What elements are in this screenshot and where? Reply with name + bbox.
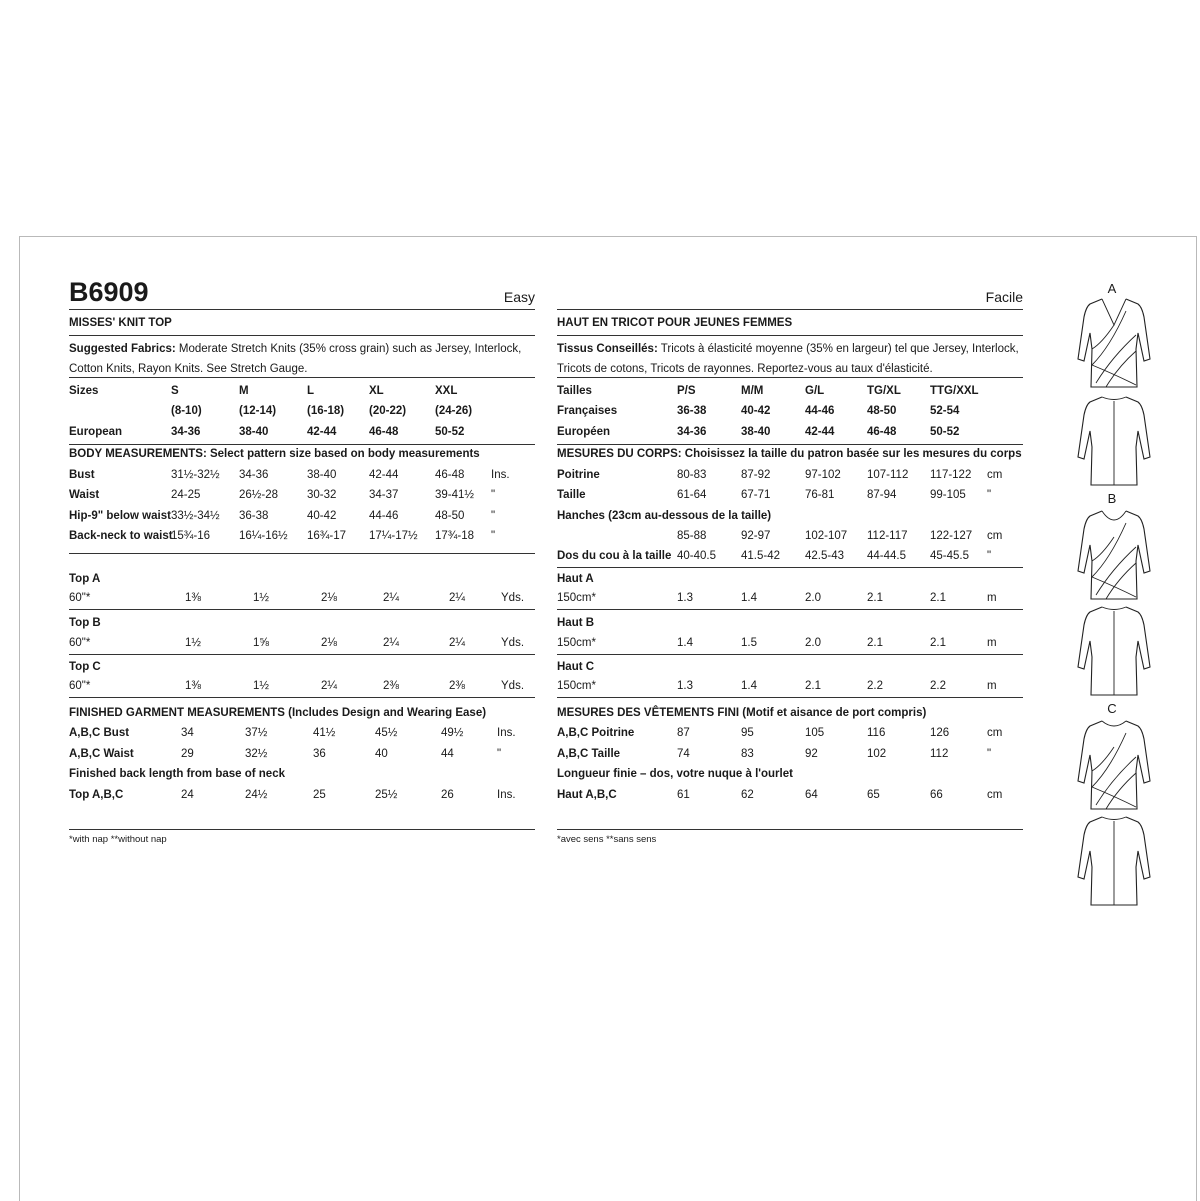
finished-row-value: 32½: [245, 748, 268, 760]
yardage-unit: Yds.: [501, 637, 525, 649]
body-row-value: 44-44.5: [867, 550, 907, 562]
yardage-value: 1⅝: [253, 637, 269, 649]
finished-row-value: 92: [805, 748, 818, 760]
finished-length-heading: Longueur finie – dos, votre nuque à l'ourlet: [557, 768, 793, 780]
body-row-unit: ": [491, 530, 496, 542]
european-size: 42-44: [307, 426, 337, 438]
pattern-number: B6909: [69, 277, 149, 307]
finished-measurements-heading: FINISHED GARMENT MEASUREMENTS (Includes Design and Wearing Ease): [69, 707, 487, 719]
yardage-view-label: Haut C: [557, 661, 595, 673]
fabric-width: 150cm*: [557, 592, 596, 604]
yardage-unit: m: [987, 680, 997, 692]
fabric-width: 60"*: [69, 637, 91, 649]
body-row-value: 39-41½: [435, 489, 475, 501]
hanches-label: Hanches (23cm au-dessous de la taille): [557, 510, 772, 522]
body-row-value: 87-92: [741, 469, 771, 481]
divider: [69, 609, 535, 610]
yardage-value: 1.4: [741, 680, 757, 692]
size-header: S: [171, 385, 179, 397]
finished-row-value: 105: [805, 727, 825, 739]
finished-row-value: 83: [741, 748, 754, 760]
size-header: XL: [369, 385, 384, 397]
europeen-size: 46-48: [867, 426, 897, 438]
divider: [557, 697, 1023, 698]
body-row-value: 61-64: [677, 489, 707, 501]
round-neck-wrap-front-icon: [1076, 717, 1152, 813]
yardage-value: 1½: [253, 680, 269, 692]
body-row-label: Back-neck to waist: [69, 530, 173, 542]
body-row-value: 34-36: [239, 469, 269, 481]
yardage-value: 2.1: [930, 637, 946, 649]
finished-row-value: 34: [181, 727, 194, 739]
garment-title: MISSES' KNIT TOP: [69, 317, 172, 329]
length-row-value: 25: [313, 789, 326, 801]
divider: [557, 377, 1023, 378]
body-row-value: 36-38: [239, 510, 269, 522]
finished-row-value: 29: [181, 748, 194, 760]
european-size: 34-36: [171, 426, 201, 438]
finished-row-value: 112: [930, 748, 949, 760]
yardage-view-label: Haut A: [557, 573, 594, 585]
body-row-value: 85-88: [677, 530, 707, 542]
divider: [69, 309, 535, 310]
fabric-width: 60"*: [69, 680, 91, 692]
size-range: (16-18): [307, 405, 345, 417]
fabrics-label: Suggested Fabrics:: [69, 343, 176, 355]
size-header: G/L: [805, 385, 825, 397]
francaise-size: 36-38: [677, 405, 707, 417]
scoop-neck-wrap-front-icon: [1076, 507, 1152, 603]
body-row-label: Bust: [69, 469, 95, 481]
body-row-label: Taille: [557, 489, 586, 501]
garment-title: HAUT EN TRICOT POUR JEUNES FEMMES: [557, 317, 793, 329]
length-row-value: 62: [741, 789, 754, 801]
yardage-value: 2.1: [867, 637, 883, 649]
yardage-value: 1.3: [677, 592, 693, 604]
body-row-value: 42.5-43: [805, 550, 845, 562]
body-row-value: 102-107: [805, 530, 848, 542]
footnote: *with nap **without nap: [69, 834, 167, 845]
divider: [557, 654, 1023, 655]
yardage-value: 2⅛: [321, 592, 337, 604]
yardage-unit: m: [987, 637, 997, 649]
divider: [69, 377, 535, 378]
pattern-envelope-back: [19, 236, 1197, 1201]
finished-row-value: 49½: [441, 727, 464, 739]
body-row-value: 92-97: [741, 530, 771, 542]
back-view-icon: [1076, 813, 1152, 909]
body-row-label: Waist: [69, 489, 100, 501]
finished-row-value: 74: [677, 748, 690, 760]
finished-row-value: 116: [867, 727, 886, 739]
body-row-value: 42-44: [369, 469, 399, 481]
body-row-value: 17¼-17½: [369, 530, 418, 542]
body-row-value: 46-48: [435, 469, 465, 481]
finished-row-label: A,B,C Bust: [69, 727, 130, 739]
body-row-value: 33½-34½: [171, 510, 220, 522]
body-row-value: 76-81: [805, 489, 835, 501]
european-size: 50-52: [435, 426, 465, 438]
europeen-label: Européen: [557, 426, 611, 438]
body-row-value: 87-94: [867, 489, 897, 501]
yardage-value: 1.5: [741, 637, 757, 649]
finished-row-unit: ": [497, 748, 502, 760]
europeen-size: 38-40: [741, 426, 771, 438]
divider: [69, 553, 535, 554]
body-row-value: 26½-28: [239, 489, 279, 501]
finished-row-value: 102: [867, 748, 887, 760]
yardage-value: 1½: [253, 592, 269, 604]
fabric-width: 60"*: [69, 592, 91, 604]
sizes-label: Sizes: [69, 385, 99, 397]
divider: [557, 335, 1023, 336]
divider: [69, 697, 535, 698]
body-row-value: 45-45.5: [930, 550, 970, 562]
body-row-value: 30-32: [307, 489, 337, 501]
yardage-value: 1.4: [677, 637, 693, 649]
size-header: XXL: [435, 385, 458, 397]
yardage-value: 2¼: [383, 637, 399, 649]
yardage-unit: Yds.: [501, 680, 525, 692]
size-header: L: [307, 385, 315, 397]
body-row-value: 80-83: [677, 469, 707, 481]
length-row-unit: Ins.: [497, 789, 516, 801]
finished-row-value: 37½: [245, 727, 268, 739]
yardage-unit: m: [987, 592, 997, 604]
europeen-size: 50-52: [930, 426, 960, 438]
europeen-size: 42-44: [805, 426, 835, 438]
francaises-label: Françaises: [557, 405, 618, 417]
size-range: (12-14): [239, 405, 277, 417]
body-row-value: 99-105: [930, 489, 966, 501]
fabric-width: 150cm*: [557, 637, 596, 649]
view-letter: A: [1107, 281, 1117, 296]
fabrics-text: Moderate Stretch Knits (35% cross grain) such as Jersey, Interlock, Cotton Knits, Rayon Knits. See Stretch Gauge.: [69, 343, 522, 375]
fabric-width: 150cm*: [557, 680, 596, 692]
yardage-value: 1½: [185, 637, 201, 649]
yardage-view-label: Top A: [69, 573, 101, 585]
yardage-value: 2.1: [930, 592, 946, 604]
divider: [557, 829, 1023, 830]
divider: [69, 654, 535, 655]
finished-row-label: A,B,C Poitrine: [557, 727, 635, 739]
body-row-unit: cm: [987, 469, 1003, 481]
francaise-size: 52-54: [930, 405, 960, 417]
length-row-value: 61: [677, 789, 690, 801]
body-row-value: 38-40: [307, 469, 337, 481]
length-row-value: 65: [867, 789, 880, 801]
divider: [557, 609, 1023, 610]
size-range: (8-10): [171, 405, 202, 417]
view-letter: C: [1107, 701, 1117, 716]
finished-row-unit: ": [987, 748, 992, 760]
yardage-value: 2⅜: [449, 680, 465, 692]
body-measurements-heading: BODY MEASUREMENTS: Select pattern size based on body measurements: [69, 448, 480, 460]
suggested-fabrics: [557, 339, 1023, 379]
body-row-value: 40-40.5: [677, 550, 717, 562]
body-row-value: 112-117: [867, 530, 908, 542]
body-row-value: 15¾-16: [171, 530, 211, 542]
yardage-value: 1⅜: [185, 680, 201, 692]
back-view-icon: [1076, 603, 1152, 699]
body-row-value: 16¾-17: [307, 530, 347, 542]
finished-length-heading: Finished back length from base of neck: [69, 768, 285, 780]
body-row-value: 44-46: [369, 510, 399, 522]
back-view-icon: [1076, 393, 1152, 489]
body-row-value: 107-112: [867, 469, 909, 481]
finished-measurements-heading: MESURES DES VÊTEMENTS FINI (Motif et aisance de port compris): [557, 707, 927, 719]
divider: [69, 444, 535, 445]
length-row-value: 25½: [375, 789, 398, 801]
yardage-value: 2¼: [449, 592, 465, 604]
yardage-value: 2.0: [805, 592, 821, 604]
francaise-size: 40-42: [741, 405, 771, 417]
body-row-label: Dos du cou à la taille: [557, 550, 672, 562]
length-row-value: 24½: [245, 789, 268, 801]
view-letter: B: [1107, 491, 1117, 506]
body-row-value: 40-42: [307, 510, 337, 522]
length-row-label: Top A,B,C: [69, 789, 124, 801]
sizes-label: Tailles: [557, 385, 592, 397]
yardage-view-label: Top C: [69, 661, 101, 673]
body-row-value: 117-122: [930, 469, 972, 481]
yardage-value: 2.0: [805, 637, 821, 649]
european-size: 46-48: [369, 426, 399, 438]
body-row-unit: ": [491, 510, 496, 522]
divider: [69, 829, 535, 830]
difficulty-label: Facile: [985, 289, 1023, 305]
length-row-label: Haut A,B,C: [557, 789, 617, 801]
length-row-value: 24: [181, 789, 194, 801]
yardage-value: 1.3: [677, 680, 693, 692]
body-row-value: 41.5-42: [741, 550, 781, 562]
size-range: (20-22): [369, 405, 407, 417]
body-row-unit: ": [987, 489, 992, 501]
finished-row-value: 44: [441, 748, 454, 760]
size-header: TTG/XXL: [930, 385, 979, 397]
footnote: *avec sens **sans sens: [557, 834, 657, 845]
body-row-value: 67-71: [741, 489, 771, 501]
european-size: 38-40: [239, 426, 269, 438]
body-row-value: 31½-32½: [171, 469, 220, 481]
body-row-unit: Ins.: [491, 469, 510, 481]
difficulty-label: Easy: [503, 289, 535, 305]
yardage-value: 1.4: [741, 592, 757, 604]
yardage-value: 2⅛: [321, 637, 337, 649]
yardage-unit: Yds.: [501, 592, 525, 604]
length-row-value: 26: [441, 789, 454, 801]
divider: [557, 309, 1023, 310]
finished-row-unit: Ins.: [497, 727, 516, 739]
size-header: P/S: [677, 385, 696, 397]
body-measurements-heading: MESURES DU CORPS: Choisissez la taille du patron basée sur les mesures du corps: [557, 448, 1022, 460]
length-row-value: 64: [805, 789, 818, 801]
yardage-value: 2⅜: [383, 680, 399, 692]
body-row-value: 48-50: [435, 510, 465, 522]
size-header: M/M: [741, 385, 764, 397]
finished-row-value: 95: [741, 727, 754, 739]
european-label: European: [69, 426, 123, 438]
body-row-value: 24-25: [171, 489, 201, 501]
suggested-fabrics: [69, 339, 535, 379]
body-row-value: 122-127: [930, 530, 973, 542]
yardage-value: 2.1: [805, 680, 821, 692]
yardage-value: 2¼: [383, 592, 399, 604]
divider: [69, 335, 535, 336]
yardage-value: 2.2: [867, 680, 883, 692]
yardage-value: 2¼: [321, 680, 337, 692]
length-row-unit: cm: [987, 789, 1003, 801]
body-row-label: Poitrine: [557, 469, 600, 481]
body-row-value: 34-37: [369, 489, 399, 501]
finished-row-value: 36: [313, 748, 326, 760]
yardage-value: 2.1: [867, 592, 883, 604]
yardage-value: 1⅜: [185, 592, 201, 604]
finished-row-label: A,B,C Taille: [557, 748, 621, 760]
size-range: (24-26): [435, 405, 473, 417]
francaise-size: 44-46: [805, 405, 835, 417]
body-row-value: 16¼-16½: [239, 530, 288, 542]
finished-row-value: 87: [677, 727, 690, 739]
body-row-label: Hip-9" below waist: [69, 510, 171, 522]
fabrics-text: Tricots à élasticité moyenne (35% en largeur) tel que Jersey, Interlock, Tricots de cotons, Tricots de rayonnes. Reportez-vous au taux d'élasticité.: [557, 343, 1019, 375]
divider: [557, 567, 1023, 568]
size-header: M: [239, 385, 249, 397]
yardage-value: 2¼: [449, 637, 465, 649]
finished-row-label: A,B,C Waist: [69, 748, 134, 760]
body-row-unit: cm: [987, 530, 1003, 542]
yardage-view-label: Haut B: [557, 617, 595, 629]
divider: [557, 444, 1023, 445]
yardage-value: 2.2: [930, 680, 946, 692]
yardage-view-label: Top B: [69, 617, 101, 629]
body-row-unit: ": [987, 550, 992, 562]
length-row-value: 66: [930, 789, 943, 801]
finished-row-value: 126: [930, 727, 950, 739]
francaise-size: 48-50: [867, 405, 897, 417]
finished-row-value: 41½: [313, 727, 336, 739]
v-neck-wrap-front-icon: [1076, 295, 1152, 391]
body-row-value: 97-102: [805, 469, 841, 481]
finished-row-unit: cm: [987, 727, 1003, 739]
europeen-size: 34-36: [677, 426, 707, 438]
size-header: TG/XL: [867, 385, 901, 397]
fabrics-label: Tissus Conseillés:: [557, 343, 658, 355]
finished-row-value: 40: [375, 748, 388, 760]
finished-row-value: 45½: [375, 727, 398, 739]
body-row-value: 17¾-18: [435, 530, 475, 542]
body-row-unit: ": [491, 489, 496, 501]
